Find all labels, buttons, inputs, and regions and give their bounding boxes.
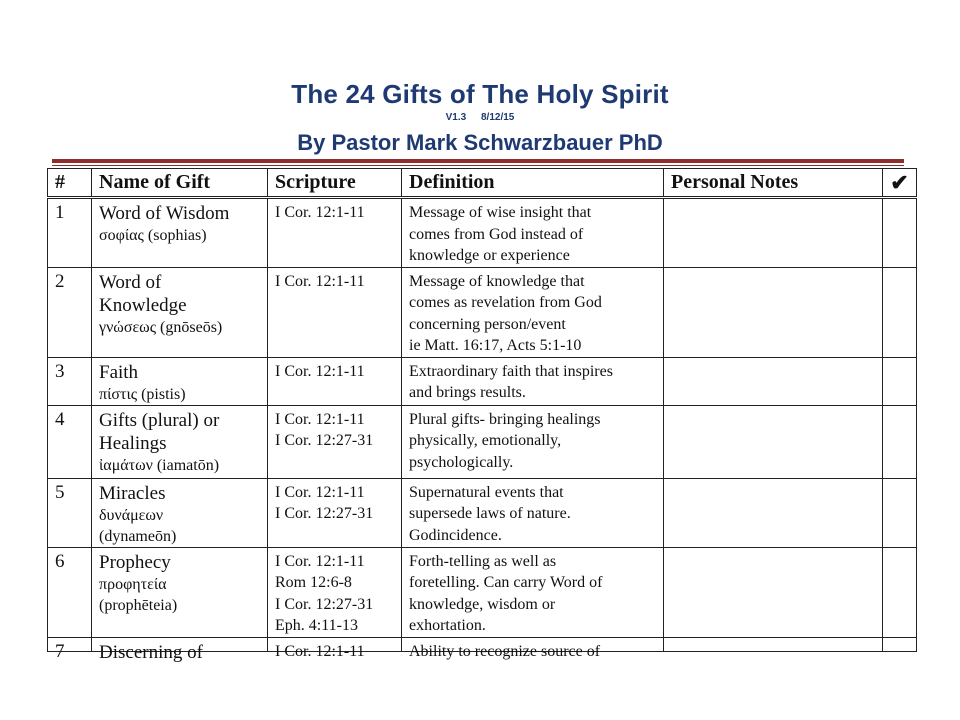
- gift-name: Word of: [99, 271, 162, 293]
- gift-name: Gifts (plural) or: [99, 409, 220, 431]
- personal-notes-cell[interactable]: [664, 637, 883, 651]
- definition-line: comes from God instead of: [409, 225, 584, 243]
- version-line: [0, 111, 960, 125]
- personal-notes-cell[interactable]: [664, 357, 883, 405]
- gift-number: 5: [48, 478, 92, 547]
- gift-greek: (prophēteia): [99, 596, 178, 614]
- checkmark-cell[interactable]: [883, 478, 917, 547]
- column-header-definition: Definition: [402, 169, 664, 197]
- personal-notes-cell[interactable]: [664, 547, 883, 637]
- definition-line: Supernatural events that: [409, 483, 564, 501]
- checkmark-cell[interactable]: [883, 547, 917, 637]
- definition-line: psychologically.: [409, 453, 514, 471]
- definition-line: exhortation.: [409, 617, 486, 634]
- column-header-number: #: [48, 169, 92, 197]
- personal-notes-cell[interactable]: [664, 478, 883, 547]
- gift-greek: γνώσεως (gnōseōs): [99, 318, 223, 336]
- version-number: V1.3: [445, 112, 467, 123]
- checkmark-cell[interactable]: [883, 357, 917, 405]
- definition-line: physically, emotionally,: [409, 432, 562, 449]
- scripture-ref: I Cor. 12:1-11: [275, 642, 365, 660]
- scripture-ref: I Cor. 12:1-11: [275, 552, 365, 570]
- gift-name-cell: [92, 267, 268, 357]
- gift-number: 6: [48, 547, 92, 637]
- definition-line: ie Matt. 16:17, Acts 5:1-10: [409, 337, 582, 354]
- gift-name-cell: [92, 637, 268, 663]
- gift-greek: ἰαμάτων (iamatōn): [99, 456, 220, 474]
- gift-name-cell: [92, 357, 268, 405]
- scripture-ref: I Cor. 12:27-31: [275, 595, 374, 613]
- definition-cell: [402, 199, 664, 268]
- definition-line: knowledge or experience: [409, 247, 570, 264]
- scripture-ref: I Cor. 12:1-11: [275, 204, 365, 221]
- personal-notes-cell[interactable]: [664, 405, 883, 478]
- definition-cell: [402, 357, 664, 405]
- definition-cell: [402, 547, 664, 637]
- personal-notes-cell[interactable]: [664, 199, 883, 268]
- scripture-ref: I Cor. 12:1-11: [275, 362, 365, 380]
- table-row: [48, 357, 917, 405]
- gift-name-cell: [92, 478, 268, 547]
- definition-cell: [402, 637, 664, 660]
- checkmark-cell[interactable]: [883, 199, 917, 268]
- scripture-cell: [268, 405, 402, 478]
- table-row: [48, 405, 917, 478]
- scripture-ref: Rom 12:6-8: [275, 574, 352, 591]
- checkmark-cell[interactable]: [883, 637, 917, 651]
- scripture-ref: I Cor. 12:27-31: [275, 505, 374, 522]
- gift-name: Discerning of: [99, 641, 203, 663]
- author-line: By Pastor Mark Schwarzbauer PhD: [297, 130, 663, 155]
- gift-number: [48, 637, 92, 662]
- gift-greek: προφητεία: [99, 575, 167, 593]
- definition-line: Message of knowledge that: [409, 272, 585, 290]
- definition-line: supersede laws of nature.: [409, 505, 571, 522]
- gift-number: 3: [48, 357, 92, 405]
- gift-name: Word of Wisdom: [99, 203, 230, 224]
- scripture-cell: [268, 267, 402, 357]
- gift-number: 1: [48, 199, 92, 268]
- checkmark-cell[interactable]: [883, 267, 917, 357]
- definition-line: Extraordinary faith that inspires: [409, 362, 613, 380]
- scripture-ref: I Cor. 12:27-31: [275, 432, 374, 449]
- document-title: The 24 Gifts of The Holy Spirit: [291, 79, 669, 109]
- scripture-cell: [268, 199, 402, 268]
- gift-greek: σοφίας (sophias): [99, 227, 207, 244]
- scripture-ref: I Cor. 12:1-11: [275, 483, 365, 501]
- gift-name: Knowledge: [99, 294, 187, 316]
- title-divider: [52, 159, 904, 163]
- gift-greek: (dynameōn): [99, 527, 177, 545]
- column-header-name: Name of Gift: [92, 169, 268, 197]
- table-row: [48, 267, 917, 357]
- definition-line: knowledge, wisdom or: [409, 595, 556, 613]
- scripture-cell: [268, 547, 402, 637]
- gift-greek: δυνάμεων: [99, 506, 164, 524]
- table-row: [48, 199, 917, 268]
- column-header-personal-notes: Personal Notes: [664, 169, 883, 197]
- scripture-ref: I Cor. 12:1-11: [275, 410, 365, 428]
- gift-name: Faith: [99, 361, 139, 383]
- definition-cell: [402, 405, 664, 478]
- definition-line: Plural gifts- bringing healings: [409, 410, 601, 428]
- definition-line: comes as revelation from God: [409, 294, 602, 311]
- gift-number: 4: [48, 405, 92, 478]
- gift-number-text: 7: [55, 640, 65, 662]
- gift-greek: πίστις (pistis): [99, 385, 186, 403]
- gift-number: 2: [48, 267, 92, 357]
- definition-line: Forth-telling as well as: [409, 552, 557, 570]
- scripture-cell: [268, 637, 402, 660]
- definition-cell: [402, 267, 664, 357]
- scripture-cell: [268, 478, 402, 547]
- gifts-table-header: [47, 168, 917, 197]
- gift-name-cell: [92, 547, 268, 637]
- definition-line: Ability to recognize source of: [409, 642, 601, 660]
- definition-line: Godincidence.: [409, 526, 502, 544]
- gift-name: Miracles: [99, 482, 166, 504]
- version-date: 8/12/15: [480, 112, 515, 123]
- table-row: [48, 478, 917, 547]
- header-row: [48, 169, 917, 197]
- gift-name-cell: [92, 199, 268, 268]
- definition-line: concerning person/event: [409, 315, 566, 333]
- definition-line: Message of wise insight that: [409, 204, 592, 221]
- personal-notes-cell[interactable]: [664, 267, 883, 357]
- gift-name-cell: [92, 405, 268, 478]
- gift-name: Prophecy: [99, 551, 171, 573]
- scripture-cell: [268, 357, 402, 405]
- checkmark-cell[interactable]: [883, 405, 917, 478]
- scripture-ref: Eph. 4:11-13: [275, 617, 358, 634]
- title-divider-thin: [52, 165, 904, 166]
- definition-cell: [402, 478, 664, 547]
- column-header-scripture: Scripture: [268, 169, 402, 197]
- table-row: [48, 637, 917, 651]
- gifts-table: [47, 198, 917, 663]
- definition-line: and brings results.: [409, 384, 526, 401]
- column-header-checkmark-icon: ✔: [883, 169, 917, 197]
- gift-name: Healings: [99, 432, 167, 454]
- table-row: [48, 547, 917, 637]
- scripture-ref: I Cor. 12:1-11: [275, 272, 365, 290]
- definition-line: foretelling. Can carry Word of: [409, 574, 603, 591]
